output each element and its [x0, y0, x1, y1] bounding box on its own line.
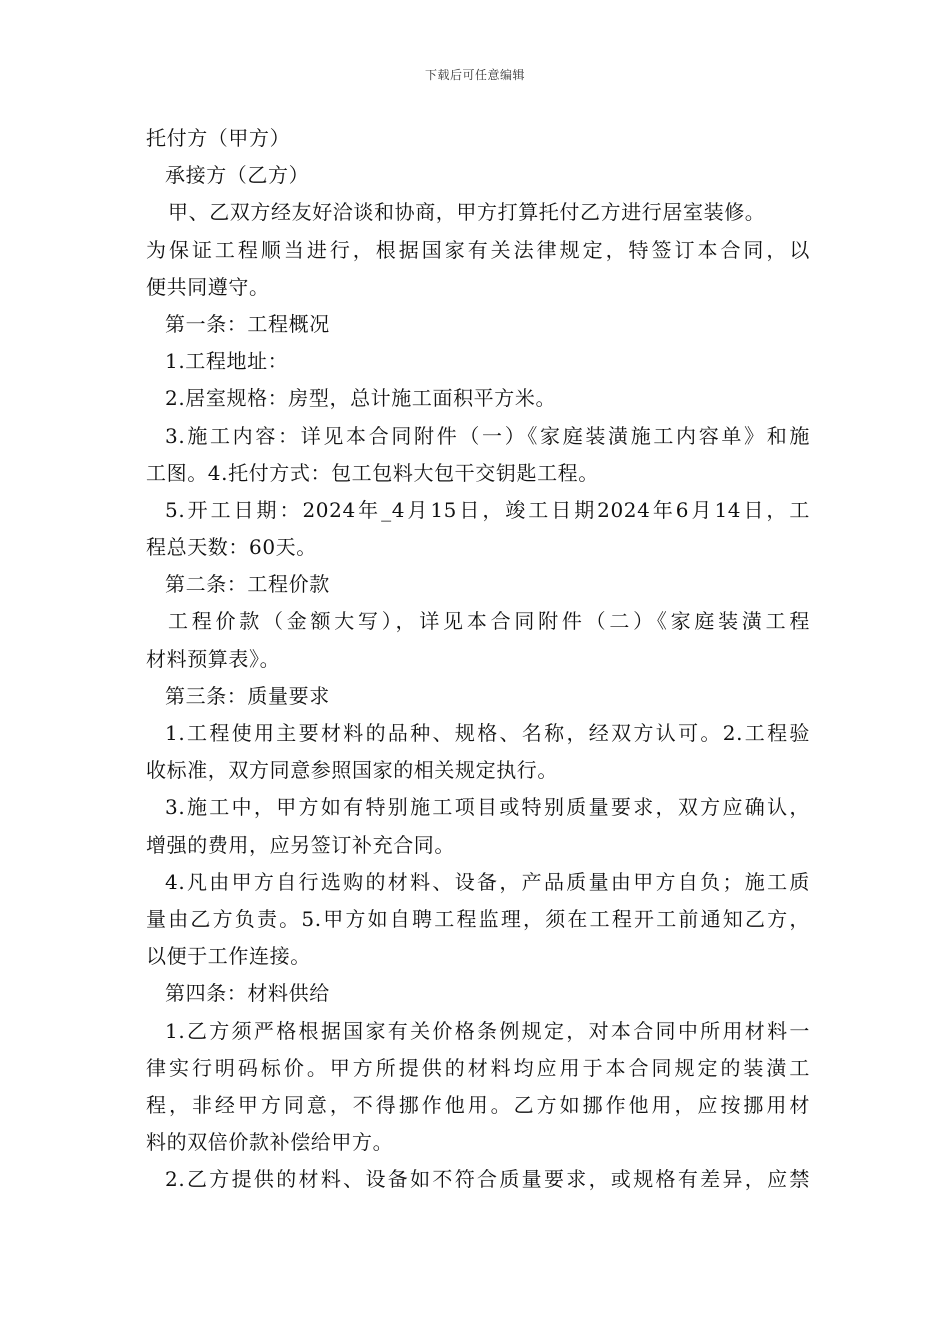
- text-line: 料的双倍价款补偿给甲方。: [146, 1130, 394, 1155]
- text-line: 第一条：工程概况: [165, 311, 330, 336]
- text-line: 工程价款（金额大写），详见本合同附件（二）《家庭装潢工程: [168, 609, 810, 634]
- text-line: 为保证工程顺当进行，根据国家有关法律规定，特签订本合同，以: [146, 237, 810, 262]
- text-line: 第三条：质量要求: [165, 683, 330, 708]
- text-line: 托付方（甲方）: [146, 126, 291, 150]
- text-line: 1.乙方须严格根据国家有关价格条例规定，对本合同中所用材料一: [165, 1018, 810, 1043]
- text-line: 1.工程地址：: [165, 349, 289, 374]
- text-line: 3.施工中，甲方如有特别施工项目或特别质量要求，双方应确认，: [165, 795, 810, 820]
- text-line: 甲、乙双方经友好洽谈和协商，甲方打算托付乙方进行居室装修。: [168, 200, 766, 225]
- text-line: 收标准，双方同意参照国家的相关规定执行。: [146, 758, 558, 783]
- text-line: 3.施工内容：详见本合同附件（一）《家庭装潢施工内容单》和施: [165, 423, 810, 448]
- text-line: 2.乙方提供的材料、设备如不符合质量要求，或规格有差异，应禁: [165, 1167, 810, 1192]
- text-line: 承接方（乙方）: [165, 163, 310, 188]
- header-note: 下载后可任意编辑: [424, 68, 525, 82]
- text-line: 4.凡由甲方自行选购的材料、设备，产品质量由甲方自负；施工质: [165, 869, 810, 894]
- contract-body: [146, 120, 810, 1198]
- text-line: 以便于工作连接。: [146, 944, 311, 969]
- text-line: 增强的费用，应另签订补充合同。: [146, 832, 455, 857]
- text-line: 工图。4.托付方式：包工包料大包干交钥匙工程。: [146, 460, 599, 485]
- text-line: 便共同遵守。: [146, 274, 270, 299]
- text-line: 第四条：材料供给: [165, 981, 330, 1006]
- text-line: 第二条：工程价款: [165, 572, 330, 597]
- text-line: 律实行明码标价。甲方所提供的材料均应用于本合同规定的装潢工: [146, 1055, 810, 1080]
- text-line: 程，非经甲方同意，不得挪作他用。乙方如挪作他用，应按挪用材: [146, 1092, 810, 1117]
- text-line: 材料预算表》。: [146, 646, 281, 671]
- text-line: 程总天数：60天。: [146, 535, 317, 560]
- text-line: 1.工程使用主要材料的品种、规格、名称，经双方认可。2.工程验: [165, 721, 810, 745]
- text-line: 5.开工日期：2024年_4月15日，竣工日期2024年6月14日，工: [165, 497, 810, 522]
- text-line: 2.居室规格：房型，总计施工面积平方米。: [165, 386, 557, 411]
- text-line: 量由乙方负责。5.甲方如自聘工程监理，须在工程开工前通知乙方，: [146, 906, 810, 931]
